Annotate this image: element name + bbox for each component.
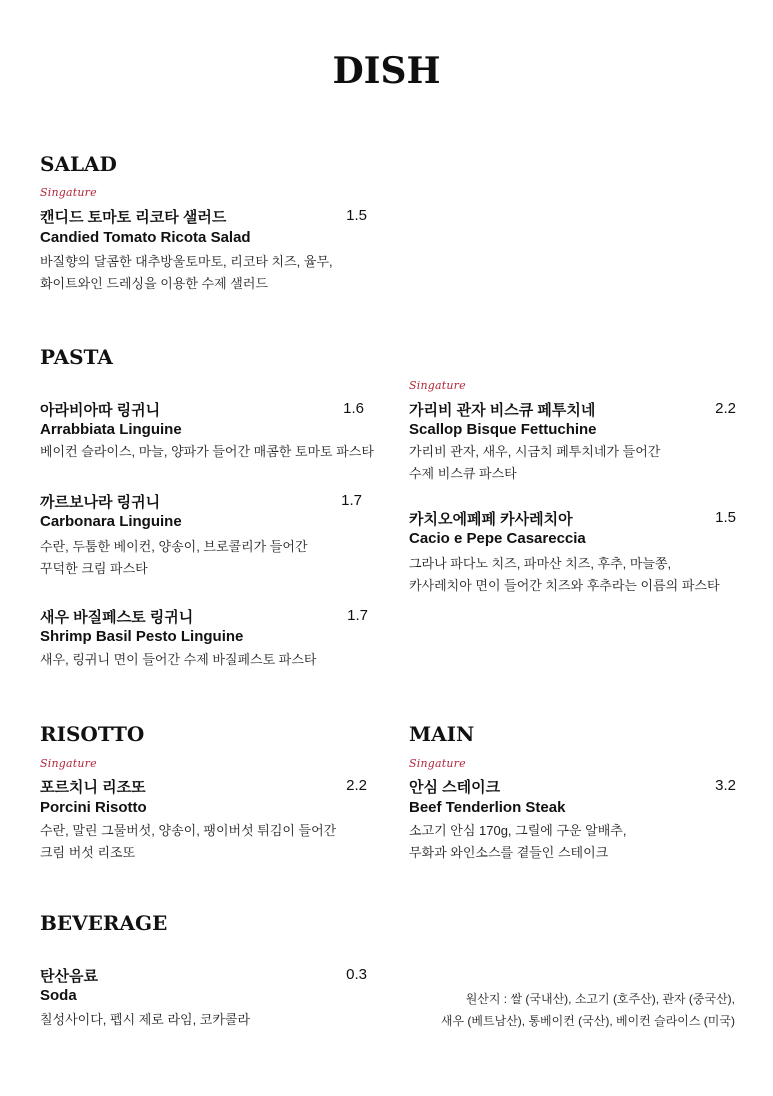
item-price: 1.6 bbox=[343, 400, 364, 417]
description-line: 바질향의 달콤한 대추방울토마토, 리코타 치즈, 율무, bbox=[40, 254, 333, 269]
item-price: 1.7 bbox=[341, 492, 362, 509]
description-line: 수란, 말린 그물버섯, 양송이, 팽이버섯 튀김이 들어간 bbox=[40, 823, 337, 838]
section-heading-main: MAIN bbox=[409, 722, 475, 746]
signature-label: Singature bbox=[409, 757, 466, 770]
item-name-en: Candied Tomato Ricota Salad bbox=[40, 229, 251, 246]
item-name-en: Porcini Risotto bbox=[40, 799, 147, 816]
item-name-en: Scallop Bisque Fettuchine bbox=[409, 421, 597, 438]
description-line: 베이컨 슬라이스, 마늘, 양파가 들어간 매콤한 토마토 파스타 bbox=[40, 444, 374, 459]
item-name-en: Shrimp Basil Pesto Linguine bbox=[40, 628, 244, 645]
item-description bbox=[40, 536, 308, 580]
description-line: 무화과 와인소스를 곁들인 스테이크 bbox=[409, 845, 609, 860]
description-line: 카사레치아 면이 들어간 치즈와 후추라는 이름의 파스타 bbox=[409, 578, 720, 593]
item-name-ko: 캔디드 토마토 리코타 샐러드 bbox=[40, 209, 227, 226]
item-price: 3.2 bbox=[715, 777, 736, 794]
section-heading-pasta: PASTA bbox=[40, 345, 113, 369]
item-price: 1.5 bbox=[715, 509, 736, 526]
item-name-ko: 까르보나라 링귀니 bbox=[40, 494, 161, 511]
item-name-ko: 새우 바질페스토 링귀니 bbox=[40, 609, 194, 626]
item-description bbox=[40, 649, 316, 671]
description-line: 꾸덕한 크림 파스타 bbox=[40, 561, 148, 576]
signature-label: Singature bbox=[40, 757, 97, 770]
item-name-ko: 탄산음료 bbox=[40, 968, 98, 985]
item-description bbox=[40, 1009, 250, 1031]
item-name-en: Carbonara Linguine bbox=[40, 513, 182, 530]
item-description bbox=[40, 441, 374, 463]
signature-label: Singature bbox=[409, 379, 466, 392]
item-price: 2.2 bbox=[346, 777, 367, 794]
description-line: 새우, 링귀니 면이 들어간 수제 바질페스토 파스타 bbox=[40, 652, 317, 667]
description-line: 가리비 관자, 새우, 시금치 페투치네가 들어간 bbox=[409, 444, 661, 459]
item-price: 1.5 bbox=[346, 207, 367, 224]
origin-line: 원산지 : 쌀 (국내산), 소고기 (호주산), 관자 (중국산), bbox=[465, 992, 735, 1006]
description-line: 그라나 파다노 치즈, 파마산 치즈, 후추, 마늘쫑, bbox=[409, 556, 672, 571]
item-name-ko: 포르치니 리조또 bbox=[40, 779, 146, 796]
item-name-ko: 카치오에페페 카사레치아 bbox=[409, 511, 573, 528]
item-name-en: Soda bbox=[40, 987, 77, 1004]
section-heading-beverage: BEVERAGE bbox=[40, 911, 168, 935]
item-name-ko: 안심 스테이크 bbox=[409, 779, 501, 796]
item-description bbox=[409, 441, 660, 485]
item-name-en: Beef Tenderlion Steak bbox=[409, 799, 566, 816]
description-line: 크림 버섯 리조또 bbox=[40, 845, 136, 860]
item-price: 0.3 bbox=[346, 966, 367, 983]
item-name-en: Cacio e Pepe Casareccia bbox=[409, 530, 586, 547]
item-name-ko: 아라비아따 링귀니 bbox=[40, 402, 161, 419]
page-title: DISH bbox=[332, 50, 441, 92]
item-price: 1.7 bbox=[347, 607, 368, 624]
description-line: 칠성사이다, 펩시 제로 라임, 코카콜라 bbox=[40, 1012, 251, 1027]
section-heading-risotto: RISOTTO bbox=[40, 722, 145, 746]
description-line: 수제 비스큐 파스타 bbox=[409, 466, 517, 481]
item-description bbox=[409, 820, 626, 864]
item-description bbox=[40, 251, 333, 295]
item-name-en: Arrabbiata Linguine bbox=[40, 421, 182, 438]
item-name-ko: 가리비 관자 비스큐 페투치네 bbox=[409, 402, 596, 419]
signature-label: Singature bbox=[40, 186, 97, 199]
description-line: 소고기 안심 170g, 그릴에 구운 알배추, bbox=[409, 823, 627, 838]
item-price: 2.2 bbox=[715, 400, 736, 417]
item-description bbox=[40, 820, 336, 864]
section-heading-salad: SALAD bbox=[40, 152, 117, 176]
origin-note bbox=[441, 988, 735, 1032]
description-line: 화이트와인 드레싱을 이용한 수제 샐러드 bbox=[40, 276, 268, 291]
origin-line: 새우 (베트남산), 통베이컨 (국산), 베이컨 슬라이스 (미국) bbox=[440, 1014, 735, 1028]
item-description bbox=[409, 553, 720, 597]
description-line: 수란, 두툼한 베이컨, 양송이, 브로콜리가 들어간 bbox=[40, 539, 308, 554]
